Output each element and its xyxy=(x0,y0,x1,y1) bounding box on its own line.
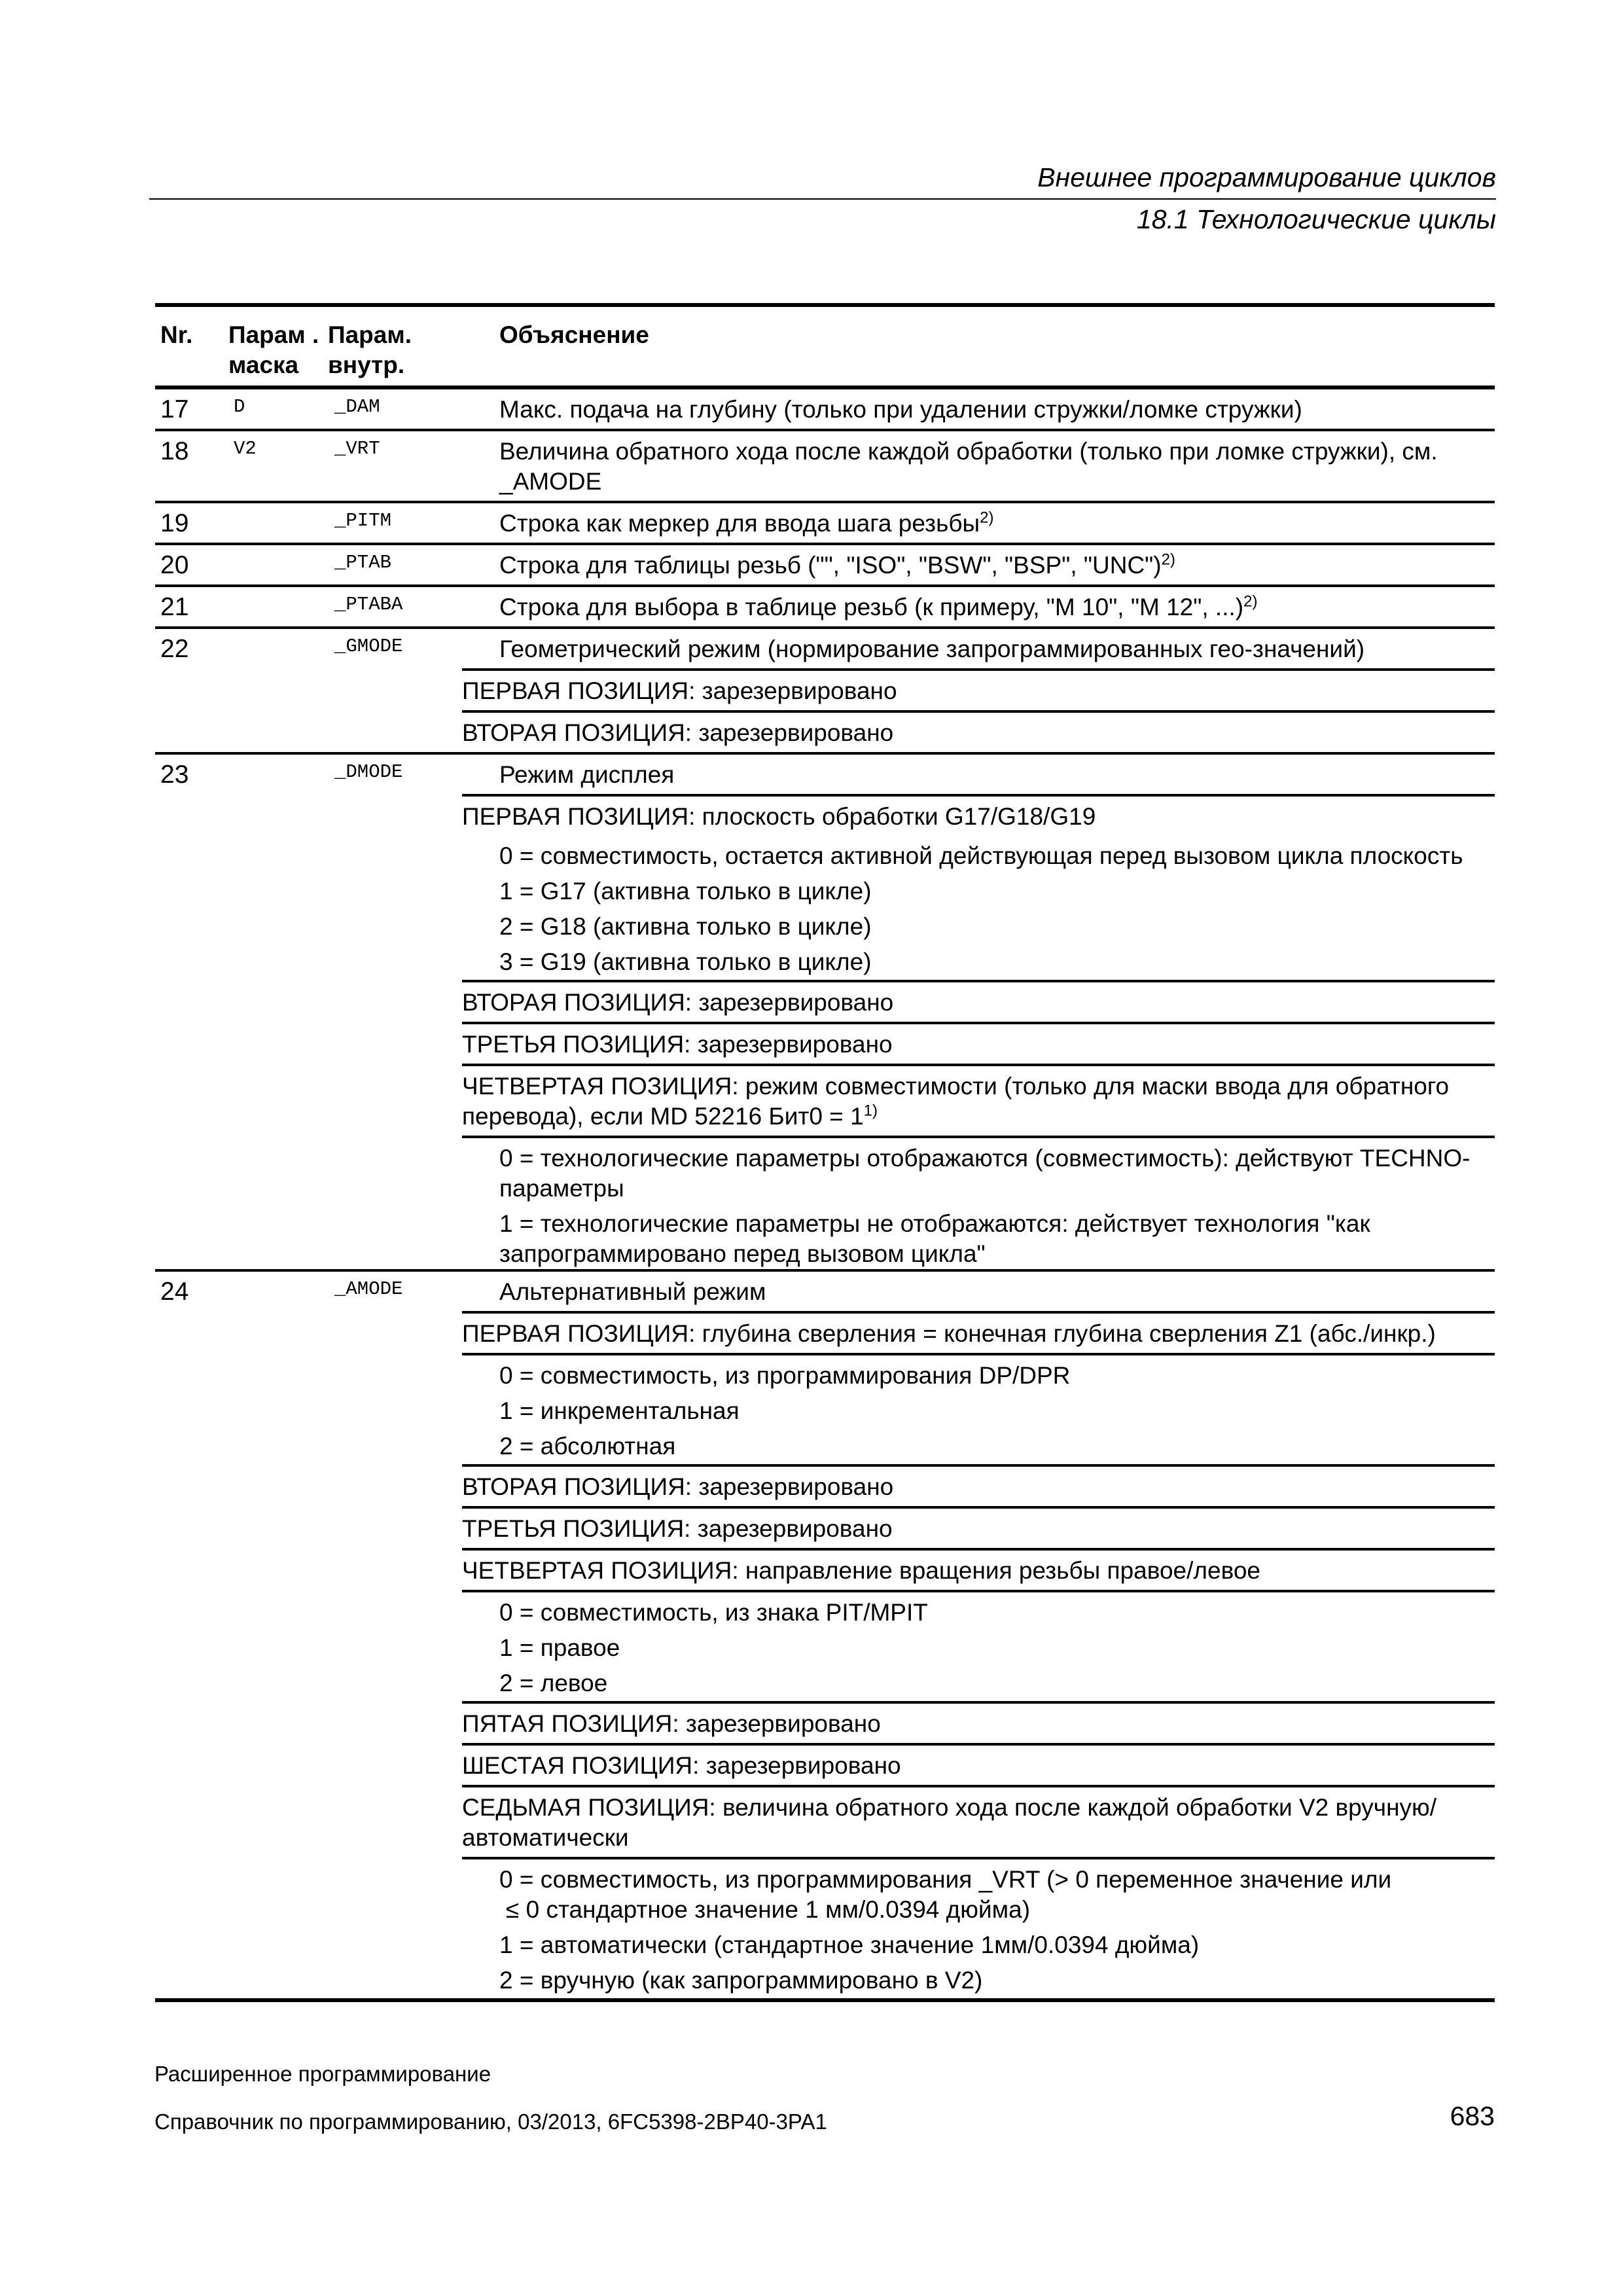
value-item: 0 = совместимость, из знака PIT/MPIT xyxy=(462,1591,1495,1630)
position-1: ПЕРВАЯ ПОЗИЦИЯ: зарезервировано xyxy=(462,670,1495,711)
parameter-table xyxy=(155,303,1495,2002)
footer-book-title: Расширенное программирование xyxy=(154,2062,491,2086)
value-item: 1 = G17 (активна только в цикле) xyxy=(499,878,872,905)
header-rule xyxy=(149,198,1496,200)
row-param: _PTAB xyxy=(328,544,462,586)
table-row xyxy=(155,753,1495,795)
table-row xyxy=(155,1270,1495,1312)
value-item: 0 = совместимость, из программирования DP/DPR xyxy=(462,1354,1495,1393)
row-param: _DAM xyxy=(328,387,462,430)
position-4: ЧЕТВЕРТАЯ ПОЗИЦИЯ: направление вращения резьбы правое/левое xyxy=(462,1549,1495,1591)
footnote-ref: 2) xyxy=(1243,592,1258,611)
table-row xyxy=(155,430,1495,502)
footnote-ref: 2) xyxy=(1161,550,1175,569)
header-nr: Nr. xyxy=(160,321,193,348)
row-text: Макс. подача на глубину (только при удалении стружки/ломке стружки) xyxy=(462,387,1495,430)
table-row xyxy=(155,387,1495,430)
value-item: 2 = левое xyxy=(499,1670,608,1696)
value-item: 2 = абсолютная xyxy=(499,1433,676,1460)
row-mask: D xyxy=(228,387,328,430)
position-4: ЧЕТВЕРТАЯ ПОЗИЦИЯ: режим совместимости (только для маски ввода для обратного перевода), если MD 52216 Бит0 = 1 xyxy=(462,1073,1450,1130)
header-internal: Парам. внутр. xyxy=(328,321,412,378)
row-mask: V2 xyxy=(228,430,328,502)
row-title: Геометрический режим (нормирование запрограммированных гео-значений) xyxy=(462,628,1495,670)
row-nr: 20 xyxy=(155,544,228,586)
value-item: 2 = G18 (активна только в цикле) xyxy=(499,913,872,940)
value-item: 1 = правое xyxy=(499,1634,620,1661)
table-header-row xyxy=(155,305,1495,387)
value-item: 0 = совместимость, остается активной действующая перед вызовом цикла плоскость xyxy=(499,842,1463,869)
row-param: _PTABA xyxy=(328,586,462,628)
position-6: ШЕСТАЯ ПОЗИЦИЯ: зарезервировано xyxy=(462,1744,1495,1786)
row-title: Режим дисплея xyxy=(462,753,1495,795)
row-title: Альтернативный режим xyxy=(462,1270,1495,1312)
row-param: _VRT xyxy=(328,430,462,502)
table-row xyxy=(155,586,1495,628)
position-2: ВТОРАЯ ПОЗИЦИЯ: зарезервировано xyxy=(462,981,1495,1023)
table-row xyxy=(155,502,1495,544)
row-nr: 24 xyxy=(155,1270,228,1998)
position-3: ТРЕТЬЯ ПОЗИЦИЯ: зарезервировано xyxy=(462,1023,1495,1065)
header-explanation: Объяснение xyxy=(499,321,649,348)
table-row xyxy=(155,544,1495,586)
value-item: 1 = автоматически (стандартное значение 1мм/0.0394 дюйма) xyxy=(499,1931,1200,1958)
row-nr: 17 xyxy=(155,387,228,430)
row-text: Строка как меркер для ввода шага резьбы xyxy=(499,510,980,537)
position-2: ВТОРАЯ ПОЗИЦИЯ: зарезервировано xyxy=(462,1465,1495,1507)
row-param: _DMODE xyxy=(328,753,462,1270)
position-1: ПЕРВАЯ ПОЗИЦИЯ: глубина сверления = конечная глубина сверления Z1 (абс./инкр.) xyxy=(462,1312,1495,1354)
running-header-section: 18.1 Технологические циклы xyxy=(1136,204,1496,234)
footer-manual-info: Справочник по программированию, 03/2013, 6FC5398-2BP40-3PA1 xyxy=(154,2109,827,2134)
position-3: ТРЕТЬЯ ПОЗИЦИЯ: зарезервировано xyxy=(462,1507,1495,1549)
row-nr: 21 xyxy=(155,586,228,628)
header-mask: Парам . маска xyxy=(228,321,319,378)
footnote-ref: 2) xyxy=(980,509,994,527)
value-item: 0 = совместимость, из программирования _VRT (> 0 переменное значение или xyxy=(499,1866,1392,1893)
row-param: _GMODE xyxy=(328,628,462,753)
page-number: 683 xyxy=(1450,2101,1495,2131)
value-item: 1 = инкрементальная xyxy=(499,1397,740,1424)
row-text: Строка для таблицы резьб ("", "ISO", "BSW", "BSP", "UNC") xyxy=(499,552,1162,579)
footnote-ref: 1) xyxy=(863,1102,878,1120)
row-nr: 19 xyxy=(155,502,228,544)
row-nr: 22 xyxy=(155,628,228,753)
value-item: 2 = вручную (как запрограммировано в V2) xyxy=(499,1967,983,1994)
value-item: 1 = технологические параметры не отображаются: действует технология "как запрограммировано перед вызовом цикла" xyxy=(499,1210,1370,1267)
table-row xyxy=(155,628,1495,670)
value-item: 0 = технологические параметры отображаются (совместимость): действуют TECHNO-параметры xyxy=(462,1137,1495,1206)
row-param: _AMODE xyxy=(328,1270,462,1998)
row-text: Строка для выбора в таблице резьб (к примеру, "M 10", "M 12", ...) xyxy=(499,594,1244,620)
position-1: ПЕРВАЯ ПОЗИЦИЯ: плоскость обработки G17/G18/G19 xyxy=(462,795,1495,836)
value-item-continued: ≤ 0 стандартное значение 1 мм/0.0394 дюйма) xyxy=(506,1896,1031,1923)
row-text: Величина обратного хода после каждой обработки (только при ломке стружки), см. _AMODE xyxy=(462,430,1495,502)
running-header-chapter: Внешнее программирование циклов xyxy=(1037,162,1496,192)
row-nr: 23 xyxy=(155,753,228,1270)
position-2: ВТОРАЯ ПОЗИЦИЯ: зарезервировано xyxy=(462,711,1495,753)
position-5: ПЯТАЯ ПОЗИЦИЯ: зарезервировано xyxy=(462,1702,1495,1744)
row-nr: 18 xyxy=(155,430,228,502)
row-param: _PITM xyxy=(328,502,462,544)
value-item: 3 = G19 (активна только в цикле) xyxy=(499,948,872,975)
position-7: СЕДЬМАЯ ПОЗИЦИЯ: величина обратного хода после каждой обработки V2 вручную/автоматически xyxy=(462,1786,1495,1858)
